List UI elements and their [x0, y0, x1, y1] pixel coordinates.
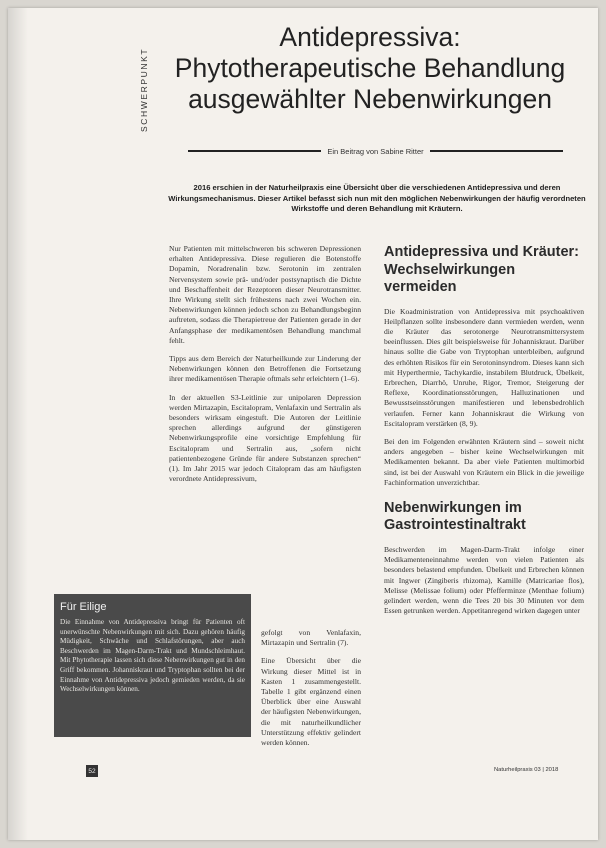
- article-title: [150, 22, 590, 115]
- summary-box-title: Für Eilige: [60, 601, 107, 613]
- heading-gastrointestinal: Nebenwirkungen im Gastrointestinaltrakt: [384, 499, 526, 534]
- byline-rule-right: [430, 150, 563, 152]
- heading-interactions: Antidepressiva und Kräuter: Wechselwirkungen vermeiden: [384, 244, 579, 295]
- journal-footer: Naturheilpraxis 03 | 2018: [494, 767, 559, 773]
- right-paragraph-2: Bei den im Folgenden erwähnten Kräutern sind – soweit nicht anders angegeben – bisher keine Wechselwirkungen mit Medikamenten bekannt. Da aber viele Patienten multimorbid sind, ist bei der Auswahl von Kräutern ein Blick in die jeweilige Fachinformation unverzichtbar.: [384, 436, 584, 487]
- summary-box: [54, 594, 251, 737]
- summary-box-text: Die Einnahme von Antidepressiva bringt für Patienten oft unerwünschte Nebenwirkungen mit sich. Dazu gehören häufig Müdigkeit, Schwäche und Schlafstörungen, aber auch Beschwerden im Magen-Darm-Trakt und Mundschleimhaut. Mit Phytotherapie lassen sich diese Nebenwirkungen gut in den Griff bekommen. Johanniskraut und Tryptophan sollten bei der Einnahme von Antidepressiva jedoch gemieden werden, da sie Wechselwirkungen können.: [60, 618, 245, 694]
- left-paragraph-1: Nur Patienten mit mittelschweren bis schweren Depressionen erhalten Antidepressiva. Diese regulieren die Botenstoffe Dopamin, Noradrenalin bzw. Serotonin im zentralen Nervensystem sowie prä- und/oder postsynaptisch die Dichte und Beschaffenheit der Rezeptoren dieser Neurotransmitter. Ihre Wirkung stellt sich frühestens nach zwei Wochen ein. Nebenwirkungen können jedoch schon zu Behandlungsbeginn auftreten, sodass die Therapietreue der Patienten gerade in der Anfangsphase der medikamentösen Behandlung manchmal fehlt.: [169, 244, 361, 345]
- byline-row: [188, 145, 563, 157]
- right-paragraph-3: Beschwerden im Magen-Darm-Trakt infolge einer Medikamenteneinnahme werden von vielen Patienten als besonders belastend empfunden. Übelkeit und Erbrechen können mit Ingwer (Zingiberis rhizoma), Kamille (Matricariae flos), Melisse (Melissae folium) oder Pfefferminze (Menthae folium) gelindert werden, wenn die Tees 20 bis 30 Minuten vor dem Essen getrunken werden. Appetitanregend wirken dagegen unter: [384, 544, 584, 616]
- title-line-2: Phytotherapeutische Behandlung: [174, 53, 566, 83]
- page-fold-shadow: [8, 8, 28, 840]
- section-tag: SCHWERPUNKT: [139, 47, 149, 132]
- byline: Ein Beitrag von Sabine Ritter: [327, 146, 424, 156]
- left-paragraph-2: Tipps aus dem Bereich der Naturheilkunde zur Linderung der Nebenwirkungen können den Betroffenen die Fortsetzung ihrer medikamentösen Therapie oftmals sehr erleichtern (1–6).: [169, 354, 361, 384]
- page-number: 52: [86, 765, 98, 777]
- left-column: [169, 244, 361, 492]
- article-intro: 2016 erschien in der Naturheilpraxis eine Übersicht über die verschiedenen Antidepressiva und deren Wirkungsmechanismus. Dieser Artikel befasst sich nun mit den möglichen Nebenwirkungen der häufig verordneten Wirkstoffe und deren Behandlung mit Kräutern.: [168, 183, 586, 213]
- left-cont-paragraph-1: gefolgt von Venlafaxin, Mirtazapin und Sertralin (7).: [261, 628, 361, 648]
- left-cont-paragraph-2: Eine Übersicht über die Wirkung dieser Mittel ist in Kasten 1 zusammengestellt. Tabelle 1 gibt ergänzend einen Überblick über eine Auswahl der häufigsten Nebenwirkungen, die mit naturheilkundlicher Unterstützung effektiv gelindert werden können.: [261, 656, 361, 748]
- left-paragraph-3: In der aktuellen S3-Leitlinie zur unipolaren Depression werden Mirtazapin, Escitalopram, Venlafaxin und Sertralin als besonders wirksam eingestuft. Die Autoren der Leitlinie sprechen allerdings aufgrund der günstigeren Nebenwirkungsprofile eine vorsichtige Empfehlung für Escitalopram und Sertralin aus, „sofern nicht patientenbezogene Gründe für andere Substanzen sprechen“ (1). Im Jahr 2015 war jedoch Citalopram das am häufigsten verordnete Antidepressivum,: [169, 392, 361, 484]
- title-line-1: Antidepressiva:: [279, 22, 461, 52]
- left-column-continued: [261, 628, 361, 756]
- right-paragraph-1: Die Koadministration von Antidepressiva mit psychoaktiven Heilpflanzen sollte insbesondere dann vermieden werden, wenn die Kräuter das serotonerge Neurotransmittersystem beeinflussen. Dies gilt beispielsweise für Johanniskraut. Darüber hinaus sollte die Gabe von Tryptophan unterbleiben, aufgrund des erhöhten Risikos für ein Serotoninsyndrom. Dieses kann sich mit Hyperthermie, Tachykardie, instabilem Blutdruck, Übelkeit, Erbrechen, Diarrhö, Unruhe, Rigor, Tremor, Steigerung der Reflexe, Koordinationsstörungen, Halluzinationen und Bewusstseinsstörungen manifestieren und lebensbedrohlich verlaufen. Ferner kann Johanniskraut die Wirkung von Escitalopram verstärken (8, 9).: [384, 306, 584, 428]
- right-column: [384, 244, 584, 624]
- title-line-3: ausgewählter Nebenwirkungen: [188, 84, 552, 114]
- byline-rule-left: [188, 150, 321, 152]
